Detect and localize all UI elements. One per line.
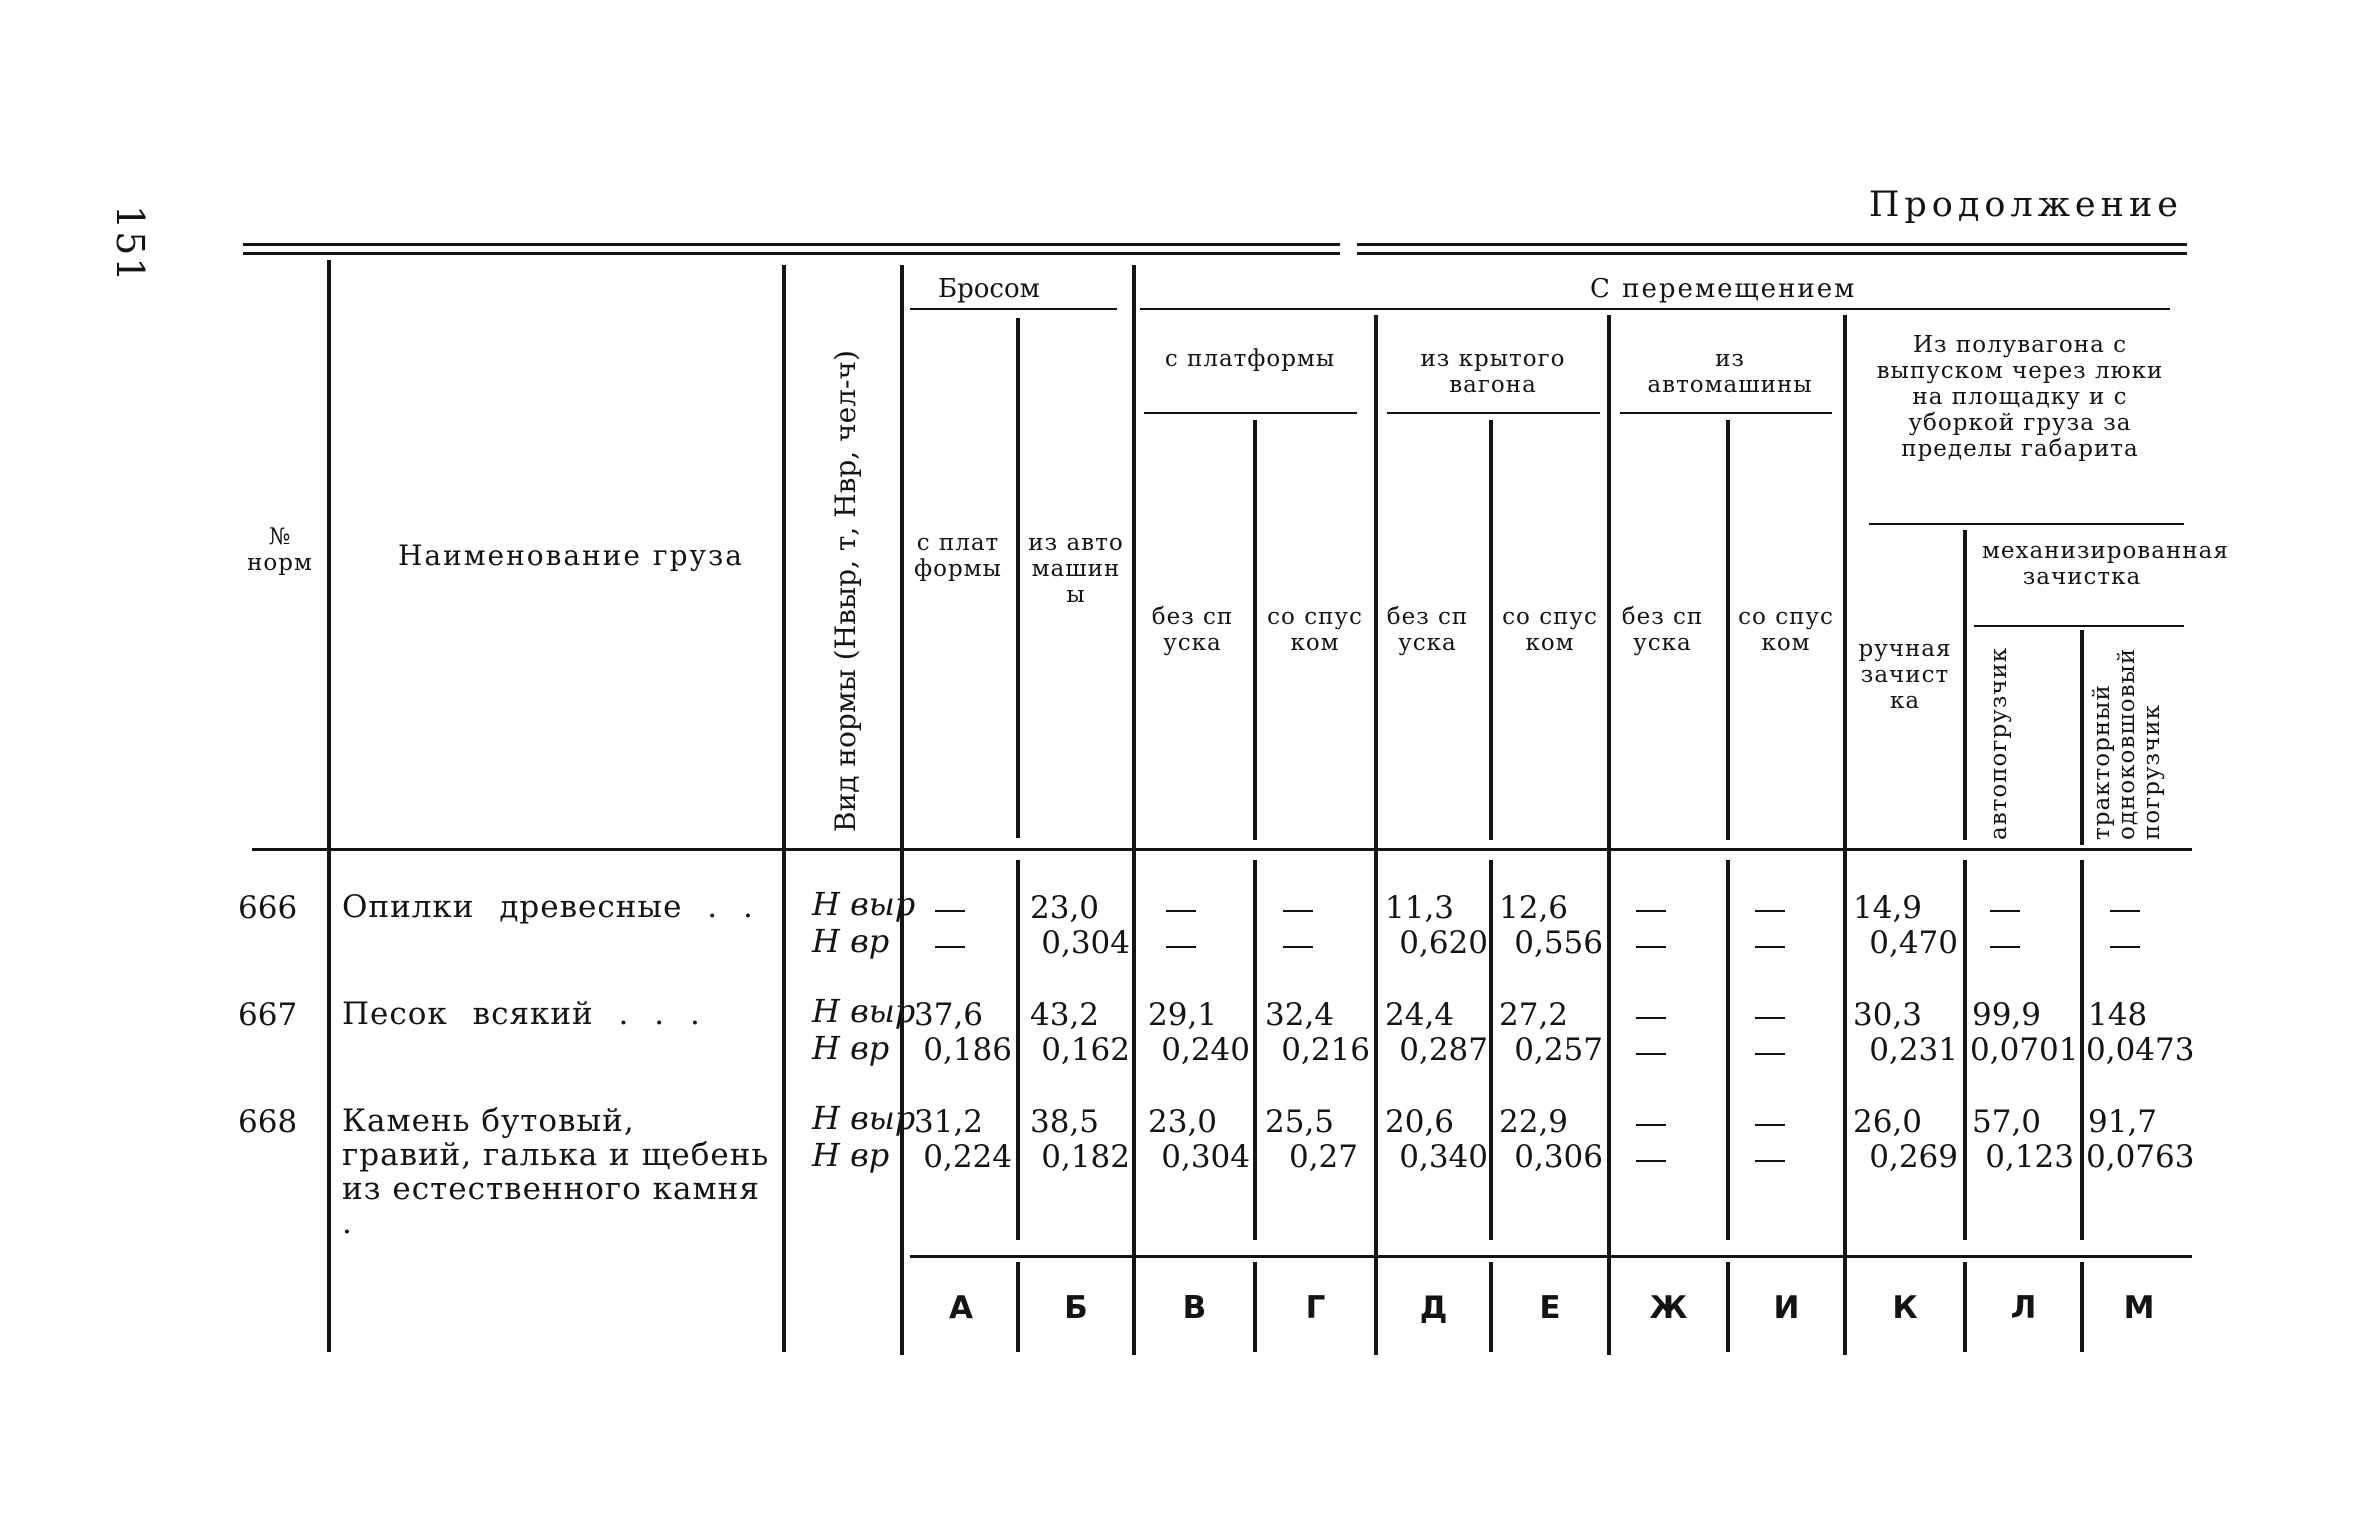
value-vyr: 31,2 [914,1104,984,1140]
value-dash [1755,1053,1785,1055]
header-norm-type: Вид нормы (Hвыр, т, Hвр, чел-ч) [829,350,862,832]
value-vr: 0,556 [1514,925,1603,961]
header-with-descent-2: со спуском [1502,604,1598,656]
value-vr: 0,123 [1985,1139,2074,1175]
value-vr: 0,304 [1041,925,1130,961]
header-mech-cleaning: механизированная зачистка [1982,538,2229,590]
value-dash [1166,910,1196,912]
value-dash [1166,946,1196,948]
value-dash [1755,910,1785,912]
page-number: 151 [108,205,152,284]
row-norm-vr: H вр [812,1029,890,1067]
value-dash [935,946,965,948]
header-no-descent-3: без спуска [1621,604,1704,656]
header-from-truck: из автомашины [1647,346,1813,398]
value-dash [1990,910,2020,912]
value-dash [935,910,965,912]
value-vr: 0,27 [1288,1139,1358,1175]
value-dash [1283,910,1313,912]
header-with-descent-3: со спуском [1738,604,1834,656]
row-norm-vyr: H выр [812,1099,916,1137]
value-dash [1636,946,1666,948]
value-vyr: 24,4 [1385,997,1455,1033]
header-with-descent-1: со спуском [1267,604,1363,656]
value-dash [1636,1053,1666,1055]
value-vr: 0,620 [1399,925,1488,961]
value-vyr: 23,0 [1148,1104,1218,1140]
value-dash [1990,946,2020,948]
value-vyr: 11,3 [1385,890,1455,926]
row-norm-no: 666 [238,890,298,926]
value-vr: 0,231 [1869,1032,1958,1068]
value-dash [2110,910,2140,912]
column-letter: Б [1064,1290,1088,1326]
header-auto-loader: автопогрузчик [1986,646,2012,840]
value-dash [1755,1160,1785,1162]
value-vr: 0,240 [1161,1032,1250,1068]
column-letter: Ж [1649,1290,1688,1326]
value-dash [1636,1160,1666,1162]
value-vr: 0,340 [1399,1139,1488,1175]
header-tractor-loader: тракторный одноковшовый погрузчик [2089,647,2165,840]
value-vr: 0,304 [1161,1139,1250,1175]
value-dash [1755,946,1785,948]
header-throw-truck: из автомашины [1028,530,1124,608]
value-vr: 0,257 [1514,1032,1603,1068]
column-letter: А [949,1290,973,1326]
header-from-covered-wagon: из крытого вагона [1420,346,1566,398]
value-vyr: 32,4 [1265,997,1335,1033]
value-dash [1636,910,1666,912]
value-vyr: 148 [2088,997,2148,1033]
column-letter: М [2123,1290,2155,1326]
header-manual-cleaning: ручная зачистка [1858,636,1952,714]
header-cargo-name: Наименование груза [398,539,744,572]
column-letter: Л [2010,1290,2037,1326]
column-letter: К [1892,1290,1918,1326]
row-norm-vyr: H выр [812,992,916,1030]
value-vr: 0,216 [1281,1032,1370,1068]
value-dash [1283,946,1313,948]
row-cargo-name: Камень бутовый, гравий, галька и щебень из естественного камня . [342,1103,770,1241]
value-vyr: 30,3 [1853,997,1923,1033]
value-vyr: 20,6 [1385,1104,1455,1140]
value-dash [1755,1124,1785,1126]
value-vr: 0,224 [923,1139,1012,1175]
column-letter: И [1773,1290,1800,1326]
header-no-descent-2: без спуска [1386,604,1469,656]
value-vr: 0,287 [1399,1032,1488,1068]
value-vyr: 26,0 [1853,1104,1923,1140]
header-throw-group: Бросом [938,274,1040,304]
value-vyr: 57,0 [1972,1104,2042,1140]
row-norm-no: 668 [238,1104,298,1140]
value-vyr: 25,5 [1265,1104,1335,1140]
row-cargo-name: Песок всякий . . . [342,996,701,1032]
row-norm-vyr: H выр [812,885,916,923]
value-vr: 0,470 [1869,925,1958,961]
column-letter: В [1182,1290,1207,1326]
value-dash [2110,946,2140,948]
value-dash [1755,1017,1785,1019]
header-move-group: С перемещением [1590,274,1857,304]
value-vr: 0,0763 [2086,1139,2195,1175]
value-vyr: 43,2 [1030,997,1100,1033]
header-norm-no: № норм [247,524,313,576]
value-dash [1636,1124,1666,1126]
row-norm-vr: H вр [812,1136,890,1174]
column-letter: Г [1305,1290,1326,1326]
value-vyr: 37,6 [914,997,984,1033]
continuation-title: Продолжение [1868,185,2183,225]
value-vyr: 22,9 [1499,1104,1569,1140]
value-vyr: 14,9 [1853,890,1923,926]
value-vyr: 99,9 [1972,997,2042,1033]
value-vyr: 29,1 [1148,997,1218,1033]
column-letter: Д [1419,1290,1448,1326]
value-vr: 0,162 [1041,1032,1130,1068]
value-vr: 0,269 [1869,1139,1958,1175]
row-cargo-name: Опилки древесные . . [342,889,754,925]
header-from-platform: с платформы [1164,346,1336,372]
row-norm-vr: H вр [812,922,890,960]
value-vr: 0,306 [1514,1139,1603,1175]
value-vyr: 12,6 [1499,890,1569,926]
value-vr: 0,0701 [1970,1032,2079,1068]
header-no-descent-1: без спуска [1151,604,1234,656]
value-dash [1636,1017,1666,1019]
header-throw-platform: с платформы [914,530,1002,582]
value-vyr: 38,5 [1030,1104,1100,1140]
value-vr: 0,182 [1041,1139,1130,1175]
value-vr: 0,0473 [2086,1032,2195,1068]
header-from-gondola: Из полувагона с выпуском через люки на площадку и с уборкой груза за пределы габарита [1876,332,2164,462]
row-norm-no: 667 [238,997,298,1033]
value-vyr: 27,2 [1499,997,1569,1033]
value-vyr: 23,0 [1030,890,1100,926]
value-vyr: 91,7 [2088,1104,2158,1140]
column-letter: Е [1539,1290,1561,1326]
value-vr: 0,186 [923,1032,1012,1068]
